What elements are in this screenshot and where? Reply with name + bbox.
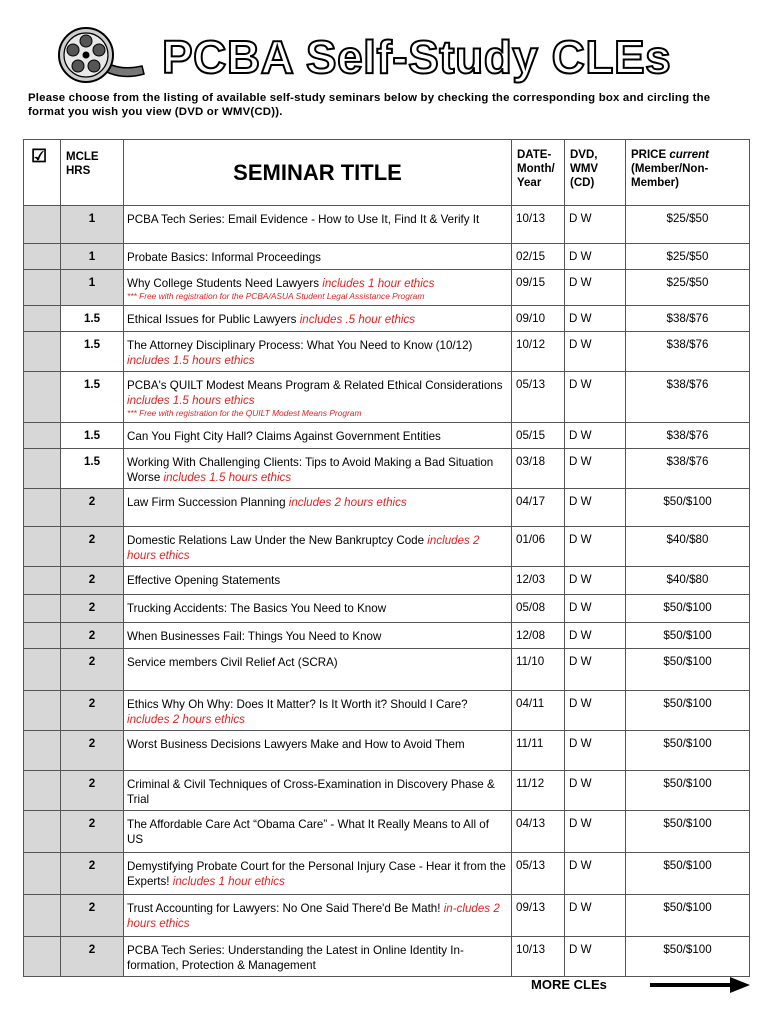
format-options[interactable]: D W: [565, 567, 626, 595]
seminar-date: 09/10: [512, 306, 565, 332]
seminar-title-text: The Attorney Disciplinary Process: What You Need to Know (10/12): [127, 339, 473, 352]
mcle-hours: 2: [61, 731, 124, 771]
seminar-price: $25/$50: [626, 206, 750, 244]
format-options[interactable]: D W: [565, 372, 626, 423]
mcle-hours: 1: [61, 206, 124, 244]
instructions-text: Please choose from the listing of available self-study seminars below by checking the corresponding box and circling the format you wish you view (DVD or WMV(CD)).: [28, 92, 711, 118]
date-column-header: DATE- Month/ Year: [512, 140, 565, 206]
table-row: [24, 527, 750, 567]
seminar-price: $50/$100: [626, 595, 750, 623]
free-registration-note: *** Free with registration for the QUILT Modest Means Program: [127, 408, 362, 418]
seminar-date: 05/13: [512, 853, 565, 895]
ethics-note: includes 1 hour ethics: [322, 277, 435, 290]
mcle-hours: 2: [61, 567, 124, 595]
free-registration-note: *** Free with registration for the PCBA/ASUA Student Legal Assistance Program: [127, 291, 425, 301]
seminar-date: 04/11: [512, 691, 565, 731]
seminar-date: 09/15: [512, 270, 565, 306]
hrs-column-header: MCLE HRS: [61, 140, 124, 206]
ethics-note: includes 1.5 hours ethics: [127, 394, 255, 407]
select-checkbox[interactable]: [24, 567, 61, 595]
format-options[interactable]: D W: [565, 527, 626, 567]
seminar-title-text: Demystifying Probate Court for the Personal Injury Case - Hear it from the Experts!: [127, 860, 506, 888]
checkbox-column-header: [24, 140, 61, 206]
mcle-hours: 2: [61, 527, 124, 567]
format-options[interactable]: D W: [565, 206, 626, 244]
seminar-price: $50/$100: [626, 895, 750, 937]
table-row: [24, 649, 750, 691]
seminar-price: $38/$76: [626, 449, 750, 489]
seminar-title: [124, 595, 512, 623]
mcle-hours: 2: [61, 811, 124, 853]
format-options[interactable]: D W: [565, 691, 626, 731]
format-options[interactable]: D W: [565, 423, 626, 449]
select-checkbox[interactable]: [24, 372, 61, 423]
seminar-date: 11/11: [512, 731, 565, 771]
format-options[interactable]: D W: [565, 595, 626, 623]
table-row: [24, 811, 750, 853]
format-column-header: DVD, WMV (CD): [565, 140, 626, 206]
seminar-title-text: Domestic Relations Law Under the New Bankruptcy Code: [127, 534, 428, 547]
mcle-hours: 2: [61, 623, 124, 649]
format-options[interactable]: D W: [565, 731, 626, 771]
seminar-title: [124, 895, 512, 937]
mcle-hours: 2: [61, 691, 124, 731]
seminar-title-text: PCBA Tech Series: Email Evidence - How to Use It, Find It & Verify It: [127, 213, 480, 226]
seminar-title-text: Trucking Accidents: The Basics You Need to Know: [127, 602, 387, 615]
select-checkbox[interactable]: [24, 595, 61, 623]
format-options[interactable]: D W: [565, 623, 626, 649]
seminar-title: [124, 771, 512, 811]
film-reel-icon: [54, 24, 146, 86]
price-column-header: PRICE current (Member/Non-Member): [626, 140, 750, 206]
table-row: [24, 244, 750, 270]
table-row: [24, 937, 750, 977]
mcle-hours: 1.5: [61, 423, 124, 449]
table-row: [24, 332, 750, 372]
seminar-date: 01/06: [512, 527, 565, 567]
title-column-header: SEMINAR TITLE: [124, 140, 512, 206]
mcle-hours: 2: [61, 895, 124, 937]
seminar-title-text: Ethical Issues for Public Lawyers: [127, 313, 300, 326]
seminar-title-text: Law Firm Succession Planning: [127, 496, 289, 509]
format-options[interactable]: D W: [565, 895, 626, 937]
seminar-price: $38/$76: [626, 372, 750, 423]
select-checkbox[interactable]: [24, 449, 61, 489]
seminar-date: 12/08: [512, 623, 565, 649]
seminar-price: $50/$100: [626, 623, 750, 649]
seminar-date: 12/03: [512, 567, 565, 595]
mcle-hours: 1.5: [61, 306, 124, 332]
select-checkbox[interactable]: [24, 731, 61, 771]
ethics-note: in-cludes 2 hours ethics: [127, 902, 500, 930]
seminar-date: 10/13: [512, 206, 565, 244]
table-row: [24, 595, 750, 623]
format-options[interactable]: D W: [565, 449, 626, 489]
seminar-date: 04/17: [512, 489, 565, 527]
ethics-note: includes 2 hours ethics: [127, 534, 480, 562]
select-checkbox[interactable]: [24, 771, 61, 811]
seminar-price: $38/$76: [626, 306, 750, 332]
seminar-price: $25/$50: [626, 270, 750, 306]
format-options[interactable]: D W: [565, 649, 626, 691]
seminar-date: 05/08: [512, 595, 565, 623]
seminar-title: [124, 649, 512, 691]
select-checkbox[interactable]: [24, 206, 61, 244]
seminar-title-text: Effective Opening Statements: [127, 574, 281, 587]
seminar-price: $50/$100: [626, 731, 750, 771]
seminar-title-text: PCBA's QUILT Modest Means Program & Related Ethical Considerations: [127, 379, 503, 392]
seminar-title: [124, 372, 512, 423]
table-row: [24, 691, 750, 731]
seminar-price: $38/$76: [626, 423, 750, 449]
format-options[interactable]: D W: [565, 270, 626, 306]
seminar-date: 05/13: [512, 372, 565, 423]
ethics-note: includes 2 hours ethics: [288, 496, 407, 509]
format-options[interactable]: D W: [565, 771, 626, 811]
seminar-title: [124, 853, 512, 895]
select-checkbox[interactable]: [24, 853, 61, 895]
page-header: [54, 22, 734, 92]
mcle-hours: 1: [61, 244, 124, 270]
seminar-price: $50/$100: [626, 811, 750, 853]
format-options[interactable]: D W: [565, 244, 626, 270]
table-row: [24, 731, 750, 771]
select-checkbox[interactable]: [24, 895, 61, 937]
format-options[interactable]: D W: [565, 306, 626, 332]
table-row: [24, 206, 750, 244]
format-options[interactable]: D W: [565, 937, 626, 977]
select-checkbox[interactable]: [24, 489, 61, 527]
ethics-note: includes 1.5 hours ethics: [127, 354, 255, 367]
table-row: [24, 270, 750, 306]
format-options[interactable]: D W: [565, 853, 626, 895]
select-checkbox[interactable]: [24, 691, 61, 731]
select-checkbox[interactable]: [24, 244, 61, 270]
table-row: [24, 895, 750, 937]
mcle-hours: 2: [61, 649, 124, 691]
mcle-hours: 2: [61, 595, 124, 623]
seminar-title: [124, 244, 512, 270]
more-cles-link[interactable]: MORE CLEs: [531, 977, 607, 992]
seminar-title-text: Can You Fight City Hall? Claims Against Government Entities: [127, 430, 441, 443]
mcle-hours: 1.5: [61, 449, 124, 489]
seminar-price: $40/$80: [626, 567, 750, 595]
table-row: [24, 771, 750, 811]
checkmark-icon: ☑: [31, 146, 48, 166]
seminar-title: [124, 937, 512, 977]
seminar-title-text: Criminal & Civil Techniques of Cross-Examination in Discovery Phase & Trial: [127, 778, 495, 806]
seminar-title-text: Service members Civil Relief Act (SCRA): [127, 656, 338, 669]
select-checkbox[interactable]: [24, 306, 61, 332]
seminar-title: [124, 691, 512, 731]
select-checkbox[interactable]: [24, 270, 61, 306]
seminar-date: 11/12: [512, 771, 565, 811]
seminar-title: [124, 731, 512, 771]
seminar-title-text: Probate Basics: Informal Proceedings: [127, 251, 321, 264]
seminar-title: [124, 489, 512, 527]
seminar-price: $50/$100: [626, 649, 750, 691]
seminar-title: [124, 449, 512, 489]
seminar-date: 02/15: [512, 244, 565, 270]
seminar-title-text: When Businesses Fail: Things You Need to Know: [127, 630, 382, 643]
seminar-date: 11/10: [512, 649, 565, 691]
seminar-price: $40/$80: [626, 527, 750, 567]
table-row: [24, 489, 750, 527]
ethics-note: includes 1 hour ethics: [172, 875, 285, 888]
seminar-date: 10/12: [512, 332, 565, 372]
mcle-hours: 2: [61, 853, 124, 895]
seminar-title: [124, 306, 512, 332]
select-checkbox[interactable]: [24, 811, 61, 853]
select-checkbox[interactable]: [24, 332, 61, 372]
seminar-title: [124, 270, 512, 306]
seminar-price: $50/$100: [626, 489, 750, 527]
table-row: [24, 372, 750, 423]
seminar-title-text: Working With Challenging Clients: Tips to Avoid Making a Bad Situation Worse: [127, 456, 494, 484]
seminar-date: 04/13: [512, 811, 565, 853]
arrow-right-icon: [650, 976, 750, 994]
seminar-title: [124, 423, 512, 449]
seminar-title: [124, 206, 512, 244]
select-checkbox[interactable]: [24, 423, 61, 449]
seminar-title-text: Worst Business Decisions Lawyers Make and How to Avoid Them: [127, 738, 465, 751]
seminar-date: 03/18: [512, 449, 565, 489]
mcle-hours: 2: [61, 489, 124, 527]
table-row: [24, 567, 750, 595]
seminar-price: $50/$100: [626, 853, 750, 895]
seminar-price: $50/$100: [626, 691, 750, 731]
seminar-title-text: Trust Accounting for Lawyers: No One Said There'd Be Math!: [127, 902, 444, 915]
mcle-hours: 2: [61, 937, 124, 977]
mcle-hours: 1.5: [61, 372, 124, 423]
seminar-title: [124, 332, 512, 372]
seminar-title: [124, 567, 512, 595]
ethics-note: includes 2 hours ethics: [127, 713, 245, 726]
seminar-title: [124, 527, 512, 567]
ethics-note: includes .5 hour ethics: [299, 313, 416, 326]
table-row: [24, 423, 750, 449]
select-checkbox[interactable]: [24, 527, 61, 567]
select-checkbox[interactable]: [24, 623, 61, 649]
seminar-price: $38/$76: [626, 332, 750, 372]
table-row: [24, 449, 750, 489]
page-title: PCBA Self-Study CLEs: [162, 31, 672, 83]
seminar-price: $50/$100: [626, 937, 750, 977]
table-row: [24, 306, 750, 332]
seminar-date: 05/15: [512, 423, 565, 449]
seminar-date: 09/13: [512, 895, 565, 937]
seminar-title-text: Why College Students Need Lawyers: [127, 277, 323, 290]
format-options[interactable]: D W: [565, 332, 626, 372]
seminar-table: [23, 139, 750, 977]
mcle-hours: 2: [61, 771, 124, 811]
seminar-date: 10/13: [512, 937, 565, 977]
seminar-price: $50/$100: [626, 771, 750, 811]
seminar-title: [124, 811, 512, 853]
seminar-title-text: The Affordable Care Act “Obama Care” - What It Really Means to All of US: [127, 818, 489, 846]
select-checkbox[interactable]: [24, 937, 61, 977]
mcle-hours: 1.5: [61, 332, 124, 372]
format-options[interactable]: D W: [565, 489, 626, 527]
mcle-hours: 1: [61, 270, 124, 306]
seminar-title: [124, 623, 512, 649]
ethics-note: includes 1.5 hours ethics: [163, 471, 292, 484]
format-options[interactable]: D W: [565, 811, 626, 853]
table-row: [24, 623, 750, 649]
seminar-title-text: Ethics Why Oh Why: Does It Matter? Is It Worth it? Should I Care?: [127, 698, 468, 711]
table-row: [24, 853, 750, 895]
seminar-title-text: PCBA Tech Series: Understanding the Latest in Online Identity In-formation, Protection & Management: [127, 944, 464, 972]
seminar-price: $25/$50: [626, 244, 750, 270]
select-checkbox[interactable]: [24, 649, 61, 691]
